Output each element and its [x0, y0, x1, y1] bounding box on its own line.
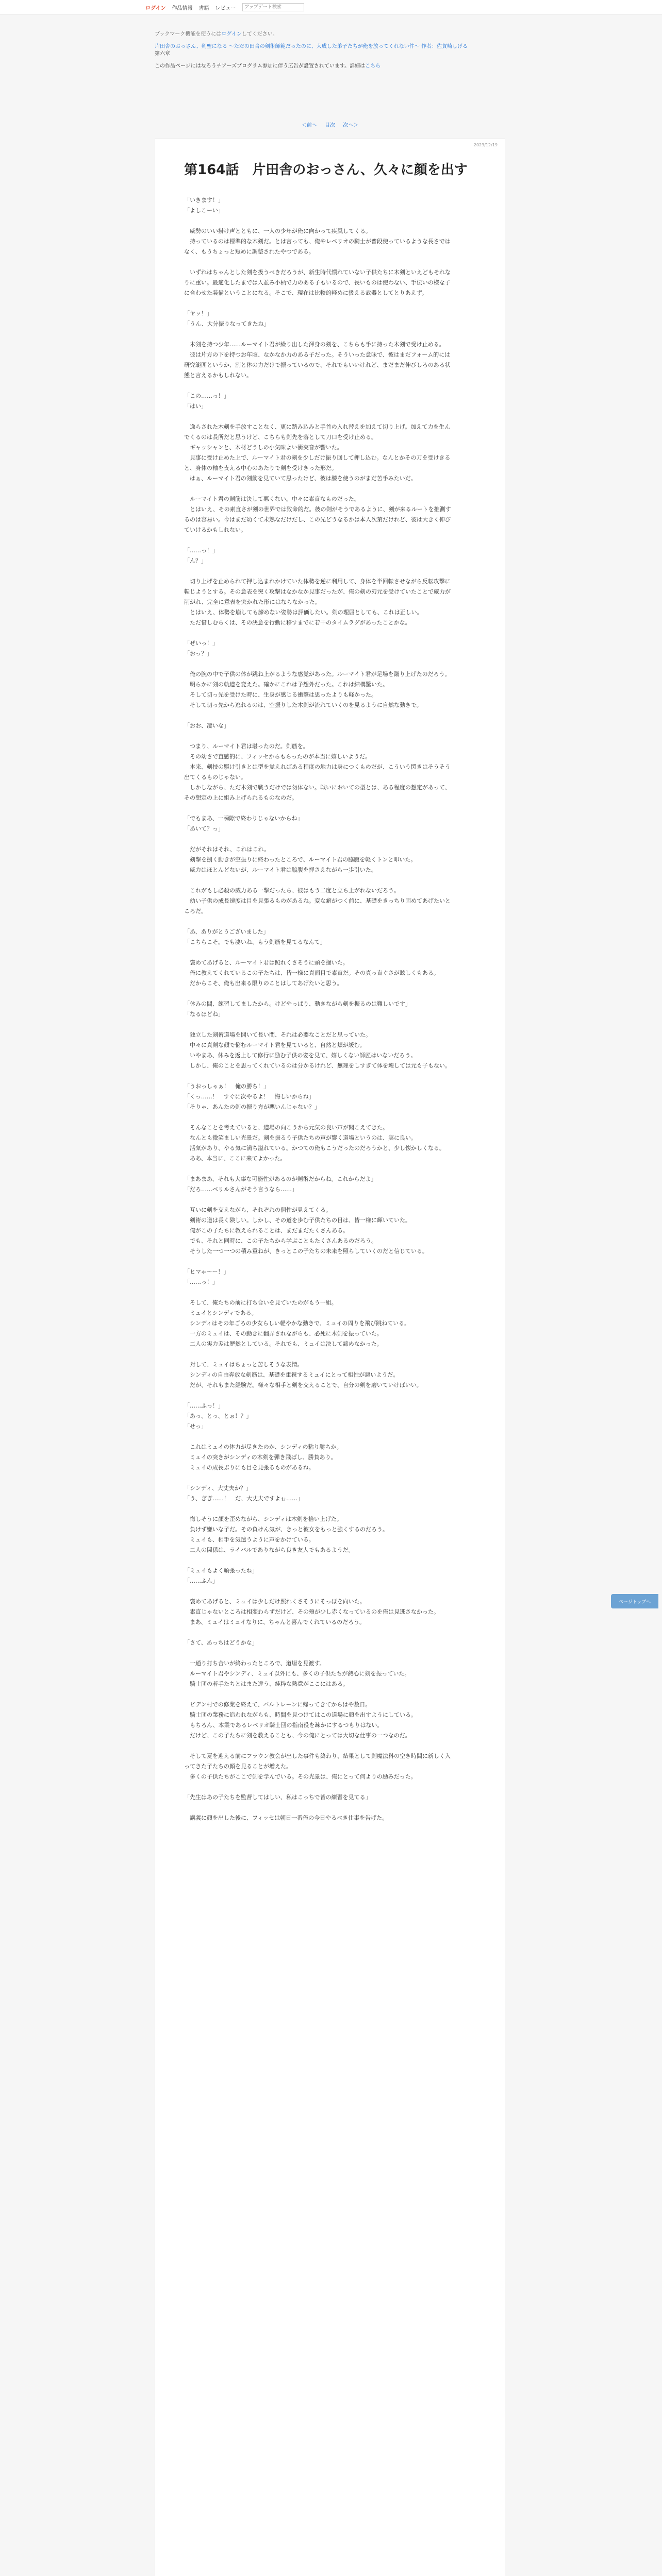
prev-link[interactable]: ＜前へ [301, 123, 317, 128]
body-paragraph: だがそれはそれ、これはこれ。 剣撃を捌く動きが空振りに終わったところで、ルーマイト君の脇腹を軽くトンと叩いた。 威力はほとんどないが、ルーマイト君は脇腹を押さえながら一歩引いた。 [189, 846, 417, 873]
ad-notice-text: この作品ページにはなろうチアーズプログラム参加に伴う広告が設置されています。詳細は [155, 63, 366, 69]
paragraph-gap [184, 710, 452, 721]
body-paragraph: これはミュイの体力が尽きたのか、シンディの粘り勝ちか。 ミュイの突きがシンディの木剣を弾き飛ばし、勝負あり。 ミュイの成長ぶりにも目を見張るものがあるね。 [189, 1444, 342, 1471]
body-paragraph: 「おお、凄いな」 [184, 722, 229, 729]
chapter-label: 第六章 [155, 51, 170, 57]
body-paragraph: 「さて、あっちはどうかな」 [184, 1639, 258, 1646]
paragraph-gap [184, 1112, 452, 1123]
paragraph-gap [184, 566, 452, 577]
body-paragraph: 「シンディ、大丈夫か？」 「う、ぎぎ……！ だ、大丈夫ですよぉ……」 [184, 1485, 303, 1502]
paragraph-gap [184, 1257, 452, 1267]
body-paragraph: 独立した剣術道場を開いて長い間、それは必要なことだと思っていた。 中々に真剣な顔で悩むルーマイト君を見ていると、自然と頬が緩む。 いやまあ、休みを返上して修行に励む子供の姿を見て、嬉しくない師匠はいないだろう。 しかし、俺のことを思ってくれているのは分かるけれど、無理をしすぎて体を壊しては元も子もない。 [189, 1031, 451, 1069]
paragraph-gap [184, 731, 452, 741]
body-paragraph: 「でもまあ、一瞬隙で終わりじゃないからね」 「あいて？っ」 [184, 815, 303, 832]
bookmark-login-link[interactable]: ログイン [221, 31, 242, 37]
ad-details-link[interactable]: こちら [365, 63, 381, 69]
post-date: 2023/12/19 [473, 143, 498, 147]
top-navbar [0, 0, 662, 14]
body-paragraph: 悔しそうに顔を歪めながら、シンディは木剣を拾い上げた。 負けず嫌いな子だ。その負けん気が、きっと彼女をもっと強くするのだろう。 ミュイも、相手を気遣うように声をかけている。 二人の関係は、ライバルでありながら良き友人でもあるようだ。 [189, 1516, 388, 1553]
body-paragraph: ビデン村での修業を終えて、バルトレーンに帰ってきてからはや数日。 騎士団の業務に追われながらも、時間を見つけてはこの道場に顔を出すようにしている。 もちろん、本業であるレベリオ騎士団の指南役を疎かにするつもりはない。 だけど、この子たちに剣を教えることも、今の俺にとっては大切な仕事の一つなのだ。 [189, 1701, 417, 1739]
paragraph-gap [184, 989, 452, 999]
paragraph-gap [184, 1555, 452, 1566]
paragraph-gap [184, 381, 452, 391]
body-paragraph: 互いに剣を交えながら、それぞれの個性が見えてくる。 剣術の道は長く険しい。しかし、その道を歩む子供たちの目は、皆一様に輝いていた。 俺がこの子たちに教えられることは、まだまだたくさんある。 でも、それと同時に、この子たちから学ぶこともたくさんあるのだろう。 そうした一つ一つの積み重ねが、きっとこの子たちの未来を照らしていくのだと信じている。 [189, 1207, 428, 1255]
bookmark-notice-text: ブックマーク機能を使うには [155, 31, 222, 37]
paragraph-gap [184, 1432, 452, 1442]
paragraph-gap [184, 216, 452, 226]
paragraph-gap [184, 875, 452, 886]
paragraph-gap [184, 834, 452, 844]
body-paragraph: つまり、ルーマイト君は堪ったのだ。剣筋を。 その幼さで直感的に、フィッセからもらったのが本当に嬉しいようだ。 本来、剣技の駆け引きとは型を覚えればある程度の地力は身につくものだが、こういう閃きはそうそう出てくるものじゃない。 しかしながら、ただ木剣で戦うだけでは勿体ない。戦いにおいての型とは、ある程度の想定があって、その想定の上に組み上げられるものなのだ。 [184, 743, 451, 801]
bookmark-notice-suffix: してください。 [241, 31, 278, 37]
reader-panel [155, 138, 505, 2576]
body-paragraph: 「ヒマゃ～ー！」 「……っ！」 [184, 1268, 229, 1285]
pager [155, 121, 505, 128]
page-top-button[interactable]: ページトップへ [611, 1594, 658, 1608]
bookmark-notice [155, 31, 505, 38]
body-paragraph: 「ヤッ！」 「うん、大分振りなってきたね」 [184, 310, 270, 327]
paragraph-gap [184, 484, 452, 494]
body-paragraph: 「まあまあ、それも大事な可能性があるのが剣術だからね。これからだよ」 「だろ……ベリルさんがそう言うなら……」 [184, 1176, 377, 1193]
chapter-title: 第164話 片田舎のおっさん、久々に顔を出す [184, 162, 468, 178]
body-paragraph: いずれはちゃんとした剣を扱うべきだろうが、新生時代慣れていない子供たちに木剣といえどもそれなりに重い。最適化したまでは人並み小柄で力のある子もいるので、長いものは使わない、手伝いの様な子に合わせた装備ということになる。そこで、現在は比較的軽めに扱える武器としてとりあえず。 [184, 269, 451, 296]
paragraph-gap [184, 1071, 452, 1081]
paragraph-gap [184, 1020, 452, 1030]
paragraph-gap [184, 803, 452, 814]
work-title-link[interactable]: 片田舎のおっさん、剣聖になる ～ただの田舎の剣術師範だったのに、大成した弟子たちが俺を放ってくれない件～ 作者：佐賀崎しげる [155, 44, 468, 49]
paragraph-gap [184, 1586, 452, 1597]
paragraph-gap [184, 1782, 452, 1792]
body-paragraph: これがもし必殺の威力ある一撃だったら、彼はもう二度と立ち上がれないだろう。 幼い子供の成長速度は目を見張るものがあるね。変な癖がつく前に、基礎をきっちり固めてあげたいところだ。 [184, 887, 451, 914]
nav-item-books[interactable]: 書籍 [198, 5, 209, 11]
body-paragraph: そんなことを考えていると、道場の向こうから元気の良い声が聞こえてきた。 なんとも微笑ましい光景だ。剣を振るう子供たちの声が響く道場というのは、実に良い。 活気があり、やる気に満ち溢れている。かつての俺もこうだったのだろうかと、少し懐かしくなる。 ああ、本当に、ここに来てよかった。 [189, 1124, 445, 1162]
paragraph-gap [184, 917, 452, 927]
body-paragraph: 切り上げを止められて押し込まれかけていた体勢を逆に利用して、身体を半回転させながら反転攻撃に転じようとする。その意表を突く攻撃はなかなか見事だったが、俺の剣の刃元を受けていたことで威力が削がれ、完全に意表を突かれた形にはならなかった。 とはいえ、体勢を崩しても諦めない姿勢は評価したい。剣の理屈としても、これは正しい。 ただ惜しむらくは、その決意を行動に移すまでに若干のタイムラグがあったことかな。 [184, 578, 451, 626]
paragraph-gap [184, 412, 452, 422]
paragraph-gap [184, 1287, 452, 1298]
body-paragraph: 対して、ミュイはちょっと苦しそうな表情。 シンディの自由奔放な剣筋は、基礎を重視するミュイにとって相性が悪いようだ。 だが、それもまた経験だ。様々な相手と剣を交えることで、自分の剣を磨いていけばいい。 [189, 1361, 422, 1388]
paragraph-gap [184, 535, 452, 546]
paragraph-gap [184, 659, 452, 669]
body-paragraph: 逸らされた木剣を手放すことなく、更に踏み込みと手首の入れ替えを加えて切り上げ。加えて力を生んでくるのは長所だと思うけど、こちらも剣先を落として刀口を受け止める。 ギャッシャンと、木材どうしの小気味よい衝突音が響いた。 見事に受け止めた上で、ルーマイト君の剣を少しだけ振り回して押し込む。なんとかその刀を受けきると、身体の軸を支える中心のあたりで剣を受けきった形だ。 はぁ、ルーマイト君の剣筋を見ていて思ったけど、彼は膝を使うのがまだ苦手みたいだ。 [184, 423, 451, 482]
paragraph-gap [184, 1648, 452, 1658]
search-input[interactable] [242, 3, 304, 11]
body-paragraph: そして夏を迎える前にフラウン教会が出した事件も終わり、結果として剣魔法科の空き時間に新しく入ってきた子たちの顔を見ることが増えた。 多くの子供たちがここで剣を学んでいる。その光景は、俺にとって何よりの励みだった。 [184, 1753, 451, 1780]
top-navbar-inner [145, 3, 304, 11]
login-link[interactable]: ログイン [145, 5, 166, 11]
paragraph-gap [184, 628, 452, 638]
body-paragraph: 一通り打ち合いが終わったところで、道場を見渡す。 ルーマイト君やシンディ、ミュイ以外にも、多くの子供たちが熱心に剣を振っていた。 騎士団の若手たちとはまた違う、純粋な熱意がここにはある。 [189, 1660, 410, 1687]
paragraph-gap [184, 329, 452, 340]
body-paragraph: 木剣を持つ少年……ルーマイト君が繰り出した渾身の剣を、こちらも手に持った木剣で受け止める。 彼は片方の下を持つお年頃、なかなか力のある子だった。そういった意味で、彼はまだフォーム的には研究範囲というか、割と体の力だけで振っているので、それでもいいけれど、まだまだ伸びしろのある状態と言えるかもしれない。 [184, 341, 451, 379]
paragraph-gap [184, 1195, 452, 1205]
paragraph-gap [184, 1164, 452, 1174]
body-paragraph: 褒めてあげると、ミュイは少しだけ照れくさそうにそっぽを向いた。 素直じゃないところは相変わらずだけど、その頬が少し赤くなっているのを俺は見逃さなかった。 まあ、ミュイはミュイなりに、ちゃんと喜んでくれているのだろう。 [189, 1598, 439, 1625]
body-paragraph: 「休みの間、練習してましたから。けどやっぱり、動きながら剣を振るのは難しいです」 「なるほどね」 [184, 1001, 411, 1018]
body-paragraph: 俺の腕の中で子供の体が跳ね上がるような感覚があった。ルーマイト君が足場を蹴り上げたのだろう。 明らかに剣の軌道を変えた。確かにこれは予想外だった。これは結構驚いた。 そして切っ先を受けた時に、生身が感じる衝撃は思ったよりも軽かった。 そして切っ先から逃れるのは、空振りした木剣が流れていくのを見るように自然な動きで。 [189, 671, 451, 708]
next-link[interactable]: 次へ＞ [343, 123, 359, 128]
body-paragraph: 「ぜいっ！」 「おっ？」 [184, 640, 218, 657]
body-paragraph: 「……っ！」 「ん？」 [184, 547, 218, 564]
paragraph-gap [184, 1741, 452, 1751]
body-paragraph: 「いきます！」 「よしこーい」 [184, 197, 224, 214]
paragraph-gap [184, 1628, 452, 1638]
paragraph-gap [184, 1349, 452, 1360]
body-paragraph: そして、俺たちの前に打ち合いを見ていたのがもう一組。 ミュイとシンディである。 シンディはその年ごろの少女らしい軽やかな動きで、ミュイの周りを飛び跳ねている。 一方のミュイは、その動きに翻弄されながらも、必死に木剣を振っていた。 二人の実力差は歴然としている。それでも、ミュイは決して諦めなかった。 [189, 1299, 410, 1347]
body-paragraph: 威勢のいい掛け声とともに、一人の少年が俺に向かって疾風してくる。 持っているのは標準的な木剣だ。とは言っても、俺やレベリオの騎士が普段使っているような長さではなく、もうちょっと短めに調整されたやつである。 [184, 228, 451, 255]
paragraph-gap [184, 1689, 452, 1700]
paragraph-gap [184, 1391, 452, 1401]
nav-item-review[interactable]: レビュー [215, 5, 236, 11]
body-paragraph: 「ミュイもよく頑張ったね」 「……ふん」 [184, 1567, 258, 1584]
ad-notice [155, 63, 505, 70]
paragraph-gap [184, 1504, 452, 1514]
nav-item-info[interactable]: 作品情報 [172, 5, 193, 11]
body-paragraph: 「……ふっ！」 「あっ、とっ、とぉ！？」 「せっ」 [184, 1402, 252, 1430]
notice-area [155, 31, 505, 70]
paragraph-gap [184, 1473, 452, 1483]
body-paragraph: 褒めてあげると、ルーマイト君は照れくさそうに頭を掻いた。 俺に教えてくれているこの子たちは、皆一様に真面目で素直だ。その真っ直ぐさが眩しくもある。 だからこそ、俺も出来る限りのことはしてあげたいと思う。 [189, 959, 439, 987]
paragraph-gap [184, 947, 452, 958]
body-paragraph: 「あ、ありがとうございました」 「こちらこそ。でも凄いね、もう剣筋を見てるなんて」 [184, 928, 326, 945]
body-paragraph: 「この……っ！」 「はい」 [184, 393, 229, 410]
body-paragraph: ルーマイト君の剣筋は決して悪くない。中々に素直なものだった。 とはいえ、その素直さが剣の世界では致命的だ。彼の剣がそうであるように、剣が来るルートを推測するのは容易い。今はまだ幼くて未熟なだけだし、この先どうなるかは本人次第だけれど、彼は大きく伸びていけるかもしれない。 [184, 496, 451, 533]
body-paragraph: 「先生はあの子たちを監督してはしい、私はこっちで皆の練習を見てる」 講義に顔を出した後に、フィッセは朝日一番俺の今日やるべき仕事を告げた。 [184, 1794, 388, 1821]
body-paragraph: 「うおっしゃぁ！ 俺の勝ち！」 「くっ……！ すぐに次やるよ！ 悔しいからね」 「そりゃ、あんたの剣の振り方が悪いんじゃない？」 [184, 1083, 320, 1110]
chapter-body [184, 195, 452, 1823]
paragraph-gap [184, 298, 452, 309]
toc-link[interactable]: 目次 [325, 123, 335, 128]
paragraph-gap [184, 257, 452, 267]
